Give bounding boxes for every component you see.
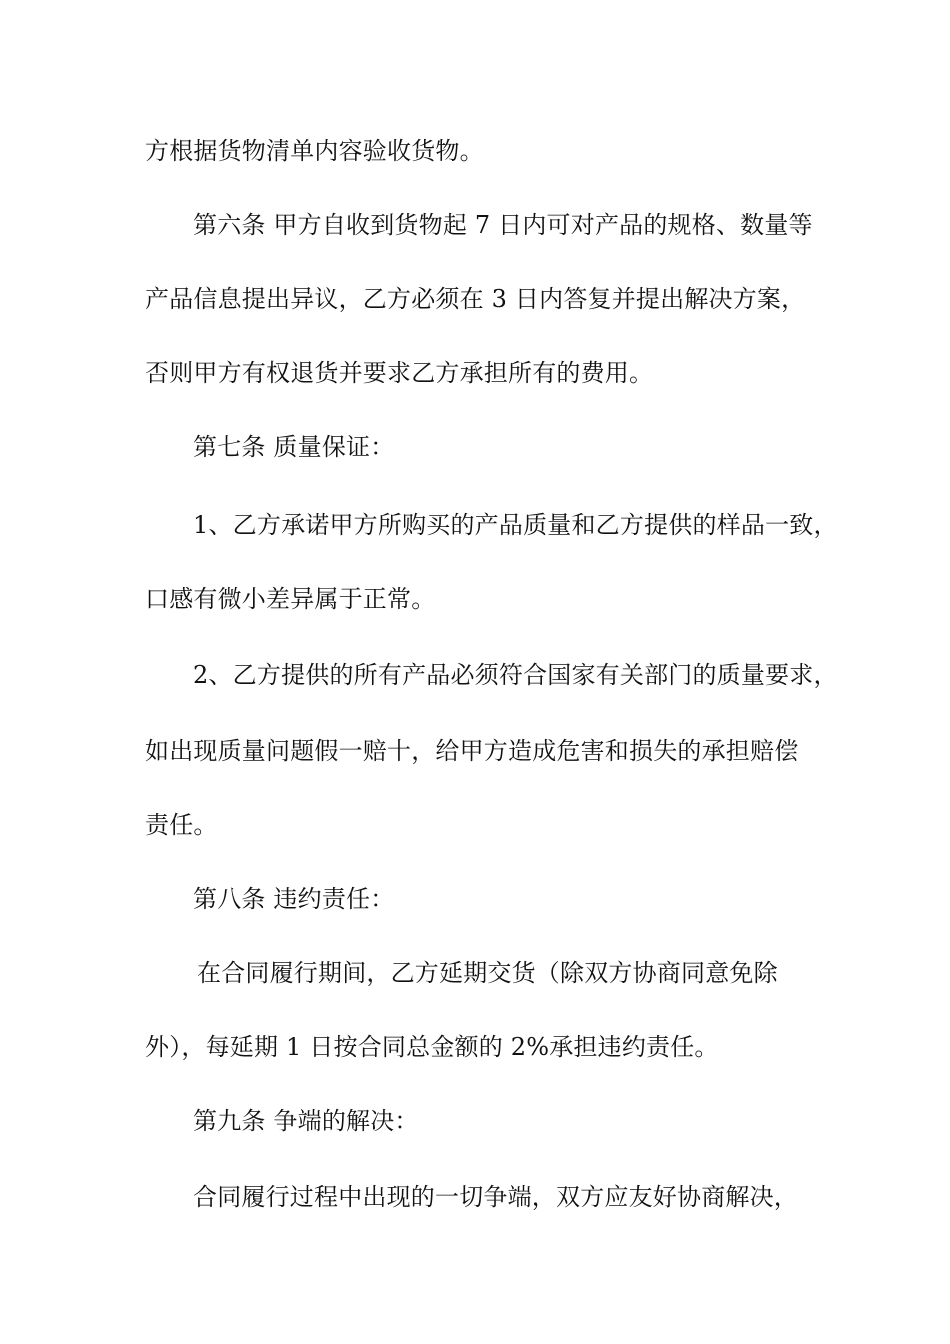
- paragraph-line: 外），每延期 1 日按合同总金额的 2%承担违约责任。: [145, 1033, 719, 1061]
- paragraph-line: 方根据货物清单内容验收货物。: [145, 137, 484, 165]
- paragraph-line: 合同履行过程中出现的一切争端，双方应友好协商解决，: [193, 1183, 798, 1211]
- clause-item-1: 1、乙方承诺甲方所购买的产品质量和乙方提供的样品一致，: [193, 511, 838, 539]
- article-nine-heading: 第九条 争端的解决：: [193, 1107, 419, 1135]
- paragraph-line: 否则甲方有权退货并要求乙方承担所有的费用。: [145, 359, 654, 387]
- paragraph-line: 如出现质量问题假一赔十，给甲方造成危害和损失的承担赔偿: [145, 737, 799, 765]
- article-six-heading-line: 第六条 甲方自收到货物起 7 日内可对产品的规格、数量等: [193, 211, 813, 239]
- article-seven-heading: 第七条 质量保证：: [193, 433, 395, 461]
- paragraph-line: 在合同履行期间，乙方延期交货（除双方协商同意免除: [197, 959, 778, 987]
- clause-item-2: 2、乙方提供的所有产品必须符合国家有关部门的质量要求，: [193, 661, 838, 689]
- paragraph-line: 责任。: [145, 811, 218, 839]
- article-eight-heading: 第八条 违约责任：: [193, 885, 395, 913]
- paragraph-line: 口感有微小差异属于正常。: [145, 585, 436, 613]
- paragraph-line: 产品信息提出异议，乙方必须在 3 日内答复并提出解决方案，: [145, 285, 806, 313]
